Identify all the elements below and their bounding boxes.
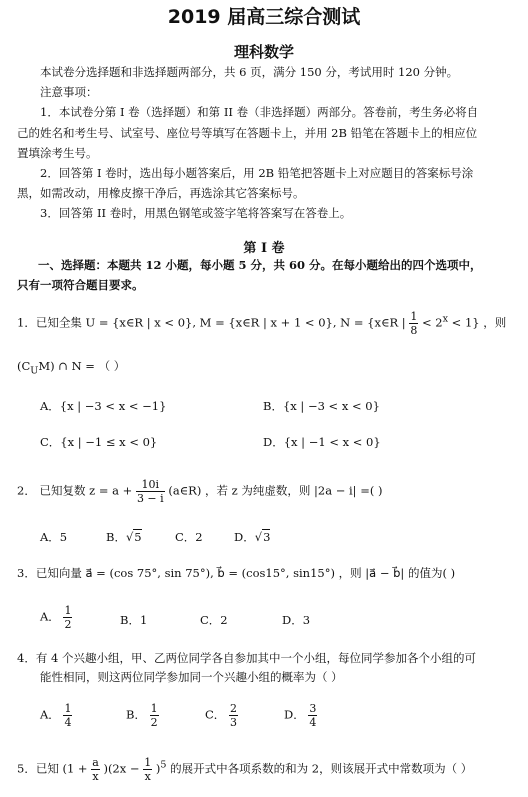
q4-option-a-fraction	[63, 702, 72, 729]
q5-stem-part-d: 的展开式中各项系数的和为 2，则该展开式中常数项为（ ）	[166, 761, 473, 776]
intro-line: 本试卷分选择题和非选择题两部分，共 6 页，满分 150 分，考试用时 120 分钟。	[40, 65, 459, 79]
q5-fraction-1-denominator: x	[92, 770, 99, 783]
q3-option-b[interactable]: B．1	[120, 613, 148, 627]
q5-stem-part-c: )	[155, 761, 161, 776]
q4-option-b-label: B．	[126, 707, 146, 722]
q1-complement-rest: M) ∩ N = （ ）	[38, 359, 126, 373]
q1-stem-part-a: 1．已知全集 U = {x∈R | x < 0}, M = {x∈R | x + 1 < 0}, N = {x∈R |	[17, 315, 406, 330]
q4-option-a-numerator: 1	[64, 702, 72, 715]
q4-option-c-numerator: 2	[229, 702, 237, 715]
q4-option-c[interactable]	[205, 702, 238, 729]
q4-option-d[interactable]	[284, 702, 317, 729]
q2-option-d-radicand: 3	[263, 530, 271, 544]
q2-stem-part-a: 2． 已知复数 z = a +	[17, 483, 133, 498]
question-1-stem	[17, 310, 506, 337]
q4-option-a-denominator: 4	[64, 716, 72, 729]
q4-option-c-fraction	[229, 702, 238, 729]
q1-option-b[interactable]: B．{x | −3 < x < 0}	[263, 399, 380, 413]
q5-fraction-2-numerator: 1	[144, 756, 152, 769]
q5-fraction-2-denominator: x	[144, 770, 151, 783]
q3-option-a-numerator: 1	[64, 604, 72, 617]
q3-option-d[interactable]: D．3	[282, 613, 311, 627]
q4-option-d-fraction	[308, 702, 317, 729]
q3-option-c[interactable]: C．2	[200, 613, 228, 627]
section-heading: 第 I 卷	[243, 241, 285, 256]
q4-option-d-denominator: 4	[309, 716, 317, 729]
q2-option-a[interactable]: A．5	[40, 530, 68, 544]
q4-option-b-fraction	[150, 702, 159, 729]
note1-line-c: 置填涂考生号。	[17, 146, 98, 160]
q1-exponent: x	[442, 313, 449, 325]
section-instruction-b: 只有一项符合题目要求。	[17, 278, 144, 292]
page-title: 2019 届高三综合测试	[167, 6, 361, 28]
q4-option-c-label: C．	[205, 707, 226, 722]
q5-stem-part-b: )(2x −	[103, 761, 140, 776]
q5-exponent: 5	[160, 759, 167, 771]
q3-option-a-label: A．	[40, 609, 60, 624]
q4-option-d-numerator: 3	[309, 702, 317, 715]
q5-fraction-1	[91, 756, 100, 783]
q2-option-c[interactable]: C．2	[175, 530, 203, 544]
q1-stem-part-c: < 1} ，则	[451, 315, 507, 330]
q2-option-b[interactable]: B．√5	[106, 530, 142, 544]
note2-line-b: 黑，如需改动，用橡皮擦干净后，再选涂其它答案标号。	[17, 186, 305, 200]
q4-option-d-label: D．	[284, 707, 305, 722]
q3-option-a-denominator: 2	[64, 618, 72, 631]
q1-fraction	[409, 310, 418, 337]
q4-option-b[interactable]	[126, 702, 159, 729]
page-subtitle: 理科数学	[233, 43, 294, 61]
q2-option-d-label: D．	[234, 530, 255, 544]
q1-option-a[interactable]: A．{x | −3 < x < −1}	[40, 399, 167, 413]
question-4-stem-a: 4．有 4 个兴趣小组，甲、乙两位同学各自参加其中一个小组，每位同学参加各个小组的可	[17, 651, 476, 665]
q4-option-c-denominator: 3	[229, 716, 237, 729]
q5-fraction-1-numerator: a	[92, 756, 99, 769]
q1-option-c[interactable]: C．{x | −1 ≤ x < 0}	[40, 435, 158, 449]
q2-option-d[interactable]: D．√3	[234, 530, 271, 544]
q4-option-b-denominator: 2	[150, 716, 158, 729]
question-3-stem: 3．已知向量 a⃗ = (cos 75°, sin 75°), b⃗ = (cos15°, sin15°) ，则 |a⃗ − b⃗| 的值为( )	[17, 566, 456, 580]
q1-fraction-numerator: 1	[410, 310, 418, 323]
note2-line-a: 2．回答第 I 卷时，选出每小题答案后，用 2B 铅笔把答题卡上对应题目的答案标号涂	[40, 166, 474, 180]
q1-stem-part-b: < 2	[422, 315, 443, 330]
q2-fraction	[136, 478, 165, 505]
q1-fraction-denominator: 8	[410, 324, 418, 337]
note1-line-b: 己的姓名和考生号、试室号、座位号等填写在答题卡上，并用 2B 铅笔在答题卡上的相应位	[17, 126, 478, 140]
q5-fraction-2	[143, 756, 152, 783]
q4-option-a[interactable]	[40, 702, 72, 729]
q2-fraction-denominator: 3 − i	[136, 492, 164, 505]
q2-stem-part-b: (a∈R) ，若 z 为纯虚数，则 |2a − i| =( )	[168, 483, 383, 498]
q3-option-a[interactable]	[40, 604, 72, 631]
question-2-stem	[17, 478, 382, 505]
q2-option-b-label: B．	[106, 530, 126, 544]
q4-option-b-numerator: 1	[150, 702, 158, 715]
section-instruction-a: 一、选择题：本题共 12 小题，每小题 5 分，共 60 分。在每小题给出的四个选项中，	[38, 258, 482, 272]
question-4-stem-b: 能性相同，则这两位同学参加同一个兴趣小组的概率为（ ）	[40, 670, 343, 684]
q2-fraction-numerator: 10i	[136, 478, 165, 492]
note1-line-a: 1．本试卷分第 I 卷（选择题）和第 II 卷（非选择题）两部分。答卷前，考生务必将自	[40, 105, 479, 119]
q4-option-a-label: A．	[40, 707, 60, 722]
notes-heading: 注意事项：	[40, 85, 98, 99]
question-5-stem	[17, 756, 472, 783]
q1-complement-open: (C	[17, 359, 31, 373]
q1-option-d[interactable]: D．{x | −1 < x < 0}	[263, 435, 381, 449]
q5-stem-part-a: 5．已知 (1 +	[17, 761, 88, 776]
note3-line: 3．回答第 II 卷时，用黑色钢笔或签字笔将答案写在答卷上。	[40, 206, 352, 220]
q1-complement-subscript: U	[30, 365, 39, 377]
question-1-stem-line2	[17, 358, 125, 376]
q2-option-b-radicand: 5	[134, 530, 142, 544]
q3-option-a-fraction	[63, 604, 72, 631]
